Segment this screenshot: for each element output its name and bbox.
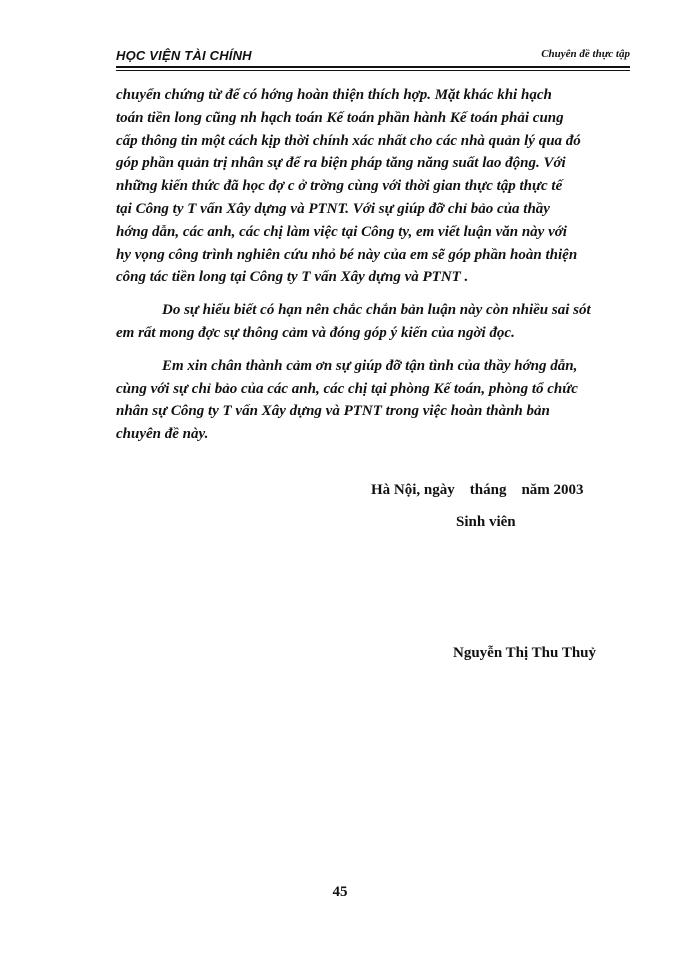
- signature-name: Nguyễn Thị Thu Thuỷ: [453, 645, 597, 661]
- header-rule-thick: [116, 66, 630, 68]
- signature-date: Hà Nội, ngày tháng năm 2003: [371, 482, 584, 498]
- institution-name: HỌC VIỆN TÀI CHÍNH: [116, 48, 252, 63]
- body-text: [116, 84, 630, 446]
- header-rule-thin: [116, 70, 630, 71]
- text-line: toán tiền long cũng nh hạch toán Kế toán phần hành Kế toán phải cung: [116, 109, 564, 126]
- text-line: cấp thông tin một cách kịp thời chính xác nhất cho các nhà quản lý qua đó: [116, 132, 581, 149]
- text-line: chuyên đề này.: [116, 426, 209, 443]
- text-line: Em xin chân thành cảm ơn sự giúp đỡ tận tình của thầy hớng dẫn,: [162, 357, 578, 374]
- text-line: hớng dẫn, các anh, các chị làm việc tại Công ty, em viết luận văn này với: [116, 223, 567, 240]
- text-line: những kiến thức đã học đợ c ở trờng cùng với thời gian thực tập thực tế: [116, 178, 563, 195]
- text-line: Do sự hiểu biết có hạn nên chắc chắn bản luận này còn nhiều sai sót: [162, 302, 591, 319]
- page-number: 45: [332, 884, 348, 900]
- text-line: em rất mong đợc sự thông cảm và đóng góp ý kiến của ngời đọc.: [116, 324, 515, 341]
- signature-role: Sinh viên: [456, 514, 516, 530]
- paragraph-1: [116, 84, 630, 289]
- text-line: góp phần quản trị nhân sự để ra biện pháp tăng năng suất lao động. Với: [116, 155, 566, 172]
- text-line: chuyển chứng từ để có hớng hoàn thiện thích hợp. Mặt khác khi hạch: [116, 87, 552, 103]
- text-line: hy vọng công trình nghiên cứu nhỏ bé này của em sẽ góp phần hoàn thiện: [116, 246, 578, 263]
- document-type: Chuyên đề thực tập: [541, 48, 630, 60]
- paragraph-3: [116, 355, 630, 446]
- paragraph-2: [116, 299, 630, 345]
- text-line: cùng với sự chỉ bảo của các anh, các chị tại phòng Kế toán, phòng tổ chức: [116, 380, 578, 397]
- text-line: công tác tiền long tại Công ty T vấn Xây dựng và PTNT .: [116, 269, 469, 286]
- page-header: [116, 48, 630, 70]
- text-line: tại Công ty T vấn Xây dựng và PTNT. Với sự giúp đỡ chỉ bảo của thầy: [116, 200, 550, 217]
- text-line: nhân sự Công ty T vấn Xây dựng và PTNT trong việc hoàn thành bản: [116, 403, 550, 420]
